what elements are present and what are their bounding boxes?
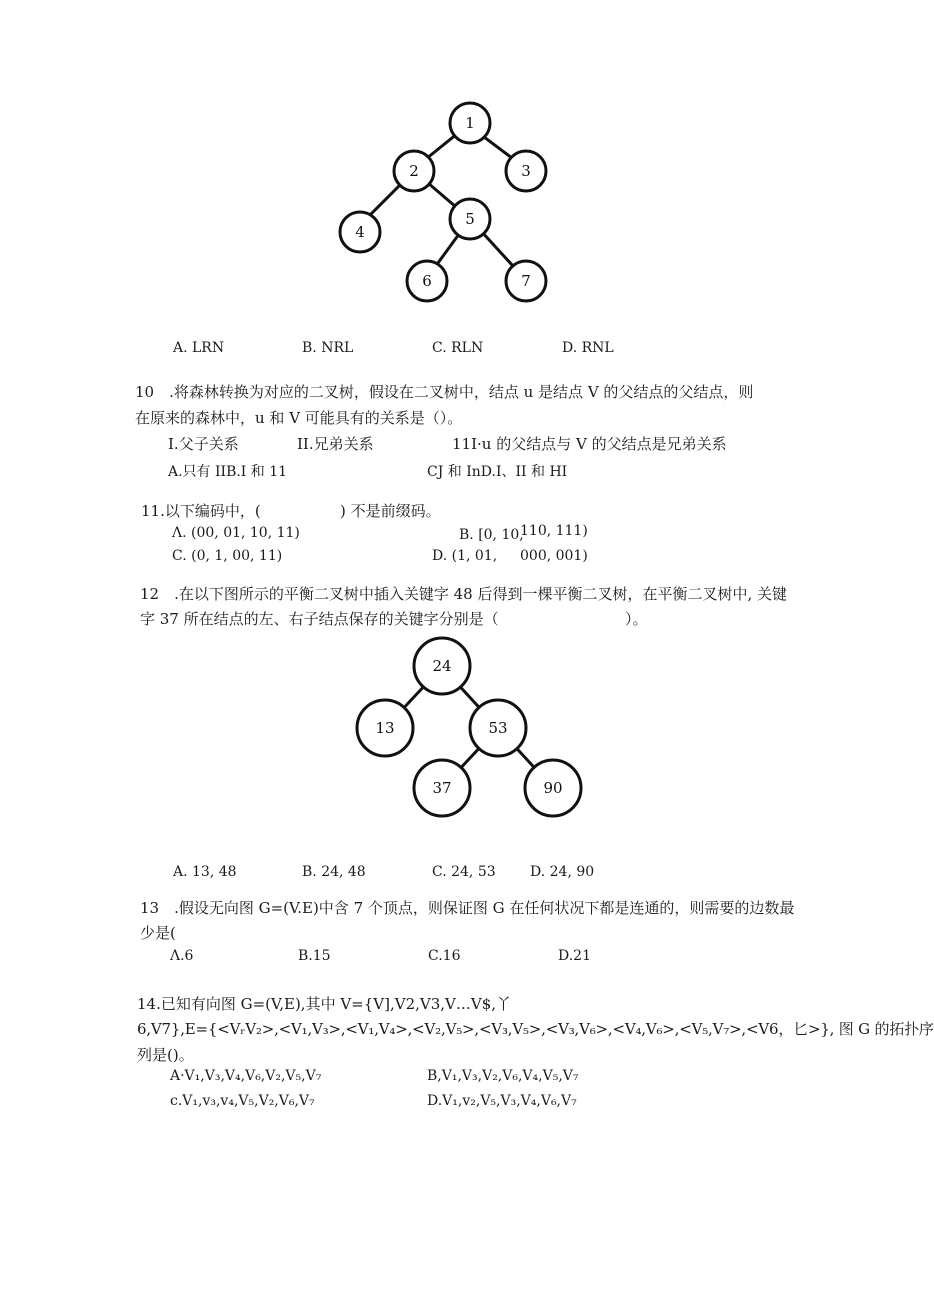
- tree1-diagram: [330, 95, 560, 305]
- tree1-label-3: 3: [521, 162, 531, 180]
- q14-option-a: A·V₁,V₃,V₄,V₆,V₂,V₅,V₇: [170, 1068, 322, 1084]
- q10-item-2: II.兄弟关系: [297, 435, 374, 453]
- q14-edges-prefix: 6,V7},E={<V: [137, 1020, 241, 1038]
- tree2-label-37: 37: [432, 779, 452, 797]
- q13-option-c: C.16: [428, 948, 461, 964]
- q14-option-c: c.V₁,v₃,v₄,V₅,V₂,V₆,V₇: [170, 1093, 315, 1109]
- q10-stem-line2: 在原来的森林中，u 和 V 可能具有的关系是（）。: [135, 409, 463, 427]
- q10-options-cd: CJ 和 InD.I、II 和 HI: [427, 464, 568, 480]
- q10-options-ab: A.只有 IIB.I 和 11: [168, 464, 288, 480]
- q11-stem-right: ) 不是前缀码。: [340, 502, 441, 520]
- q14-stem-line2: [137, 1018, 934, 1039]
- q10-stem-line1: 10 .将森林转换为对应的二叉树，假设在二叉树中，结点 u 是结点 V 的父结点的父结点，则: [135, 383, 754, 401]
- q13-stem-line1: 13 .假设无向图 G=(V.E)中含 7 个顶点，则保证图 G 在任何状况下都是连通的，则需要的边数最: [140, 899, 795, 917]
- tree1-label-4: 4: [355, 223, 365, 241]
- q12-stem-line2-left: 字 37 所在结点的左、右子结点保存的关键字分别是（: [140, 610, 499, 628]
- q9-option-c: C. RLN: [432, 340, 484, 356]
- q10-item-1: I.父子关系: [168, 435, 239, 453]
- q12-option-a: A. 13, 48: [173, 864, 237, 880]
- q11-option-d-part1: D. (1, 01,: [432, 548, 498, 564]
- tree1-label-7: 7: [521, 272, 531, 290]
- tree2-label-90: 90: [543, 779, 563, 797]
- tree1-label-5: 5: [465, 210, 475, 228]
- tree2-label-24: 24: [432, 657, 452, 675]
- q13-stem-line2: 少是(: [140, 924, 176, 942]
- q10-item-3: 11I·u 的父结点与 V 的父结点是兄弟关系: [452, 435, 727, 453]
- q11-option-b-part2: 110, 111): [520, 523, 588, 539]
- q13-option-a: Λ.6: [170, 948, 194, 964]
- tree2-diagram: [350, 635, 590, 830]
- q14-option-b: B,V₁,V₃,V₂,V₆,V₄,V₅,V₇: [427, 1068, 579, 1084]
- q14-stem-line3: 列是()。: [137, 1046, 194, 1064]
- q11-option-c: C. (0, 1, 00, 11): [172, 548, 283, 564]
- q12-option-c: C. 24, 53: [432, 864, 496, 880]
- q14-stem-line1: 14.已知有向图 G=(V,E),其中 V={V],V2,V3,V…V$,丫: [137, 995, 512, 1013]
- q11-stem-left: 11.以下编码中，(: [141, 502, 261, 520]
- q11-option-a: Λ. (00, 01, 10, 11): [172, 525, 300, 541]
- q14-edge-list: ᵣV₂>,<V₁,V₃>,<V₁,V₄>,<V₂,V₅>,<V₃,V₅>,<V₃,V₆>,<V₄,V₆>,<V₅,V₇>,<V6，匕: [240, 1020, 808, 1038]
- q11-option-d-part2: 000, 001): [520, 548, 588, 564]
- q12-stem-line1: 12 .在以下图所示的平衡二叉树中插入关键字 48 后得到一棵平衡二叉树，在平衡二叉树中, 关键: [140, 585, 788, 603]
- q9-option-d: D. RNL: [562, 340, 614, 356]
- tree2-label-53: 53: [488, 719, 508, 737]
- q9-option-b: B. NRL: [302, 340, 354, 356]
- q14-edges-suffix: >}, 图 G 的拓扑序: [807, 1020, 934, 1038]
- q9-option-a: A. LRN: [173, 340, 225, 356]
- q12-option-d: D. 24, 90: [530, 864, 595, 880]
- q12-stem-line2-right: ）。: [625, 610, 648, 628]
- tree1-label-2: 2: [409, 162, 419, 180]
- tree2-label-13: 13: [375, 719, 395, 737]
- tree1-label-6: 6: [422, 272, 432, 290]
- q13-option-d: D.21: [558, 948, 591, 964]
- q13-option-b: B.15: [298, 948, 331, 964]
- q11-option-b-part1: B. [0, 10,: [459, 527, 524, 543]
- tree1-label-1: 1: [465, 114, 475, 132]
- q14-option-d: D.V₁,v₂,V₅,V₃,V₄,V₆,V₇: [427, 1093, 577, 1109]
- q12-option-b: B. 24, 48: [302, 864, 366, 880]
